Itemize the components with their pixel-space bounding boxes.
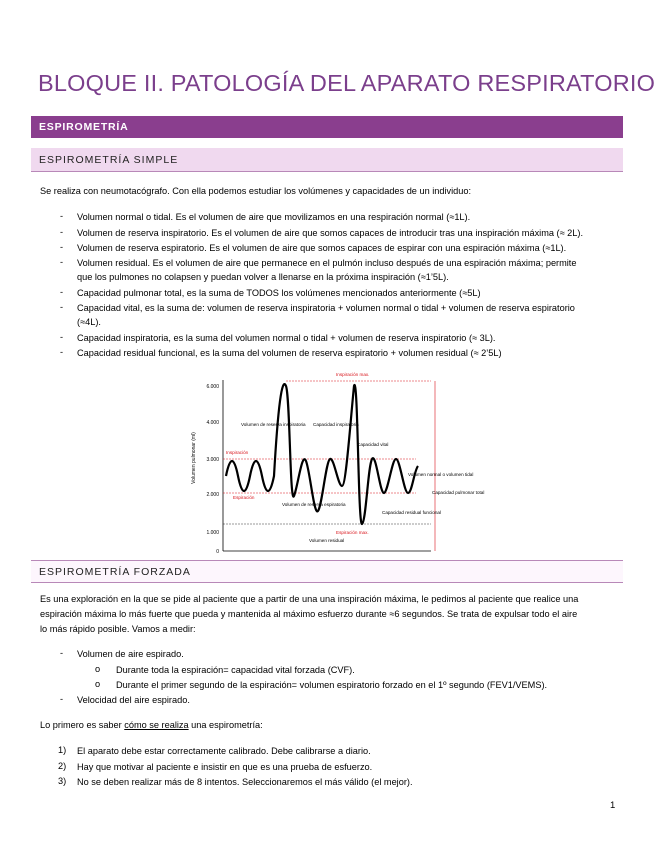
label-vt: Volumen normal o volumen tidal	[408, 472, 474, 477]
y-tick: 4.000	[206, 420, 219, 426]
label-insp: Inspiración	[226, 450, 249, 455]
list-item: Capacidad inspiratoria, es la suma del volumen normal o tidal + volumen de reserva inspiratorio (≈ 3L).	[77, 333, 496, 343]
list-item-continued: que los pulmones no colapsen y puedan volver a llenarse en la próxima inspiración (≈1’5L).	[77, 272, 449, 282]
label-cpt: Capacidad pulmonar total	[432, 490, 485, 495]
list-item: Volumen normal o tidal. Es el volumen de aire que movilizamos en una respiración normal (≈1L).	[77, 212, 471, 222]
sublist-item: Durante toda la espiración= capacidad vital forzada (CVF).	[116, 665, 355, 675]
bullet-dash: -	[60, 211, 64, 221]
step-item: Hay que motivar al paciente e insistir en que es una prueba de esfuerzo.	[77, 762, 373, 772]
lung-volumes-figure	[186, 366, 485, 556]
bullet-dash: -	[60, 347, 64, 357]
list-item: Volumen de reserva espiratorio. Es el volumen de aire que somos capaces de espirar con una espiración máxima (≈1L).	[77, 243, 567, 253]
y-tick: 0	[216, 549, 219, 555]
paragraph-line: Es una exploración en la que se pide al paciente que a partir de una una inspiración máxima, le pedimos al paciente que realice una	[40, 594, 579, 604]
subsection-header-forzada	[31, 560, 623, 583]
label-esp-max: Espiración max.	[336, 530, 369, 535]
list-item: Capacidad residual funcional, es la suma del volumen de reserva espiratorio + volumen residual (≈ 2’5L)	[77, 348, 502, 358]
list-item: Volumen de reserva inspiratorio. Es el volumen de aire que somos capaces de introducir tras una inspiración máxima (≈ 2L).	[77, 228, 584, 238]
step-number: 1)	[58, 745, 67, 755]
step-number: 2)	[58, 761, 67, 771]
label-vre: Volumen de reserva espiratoria	[282, 502, 346, 507]
bullet-dash: -	[60, 287, 64, 297]
bullet-dash: -	[60, 694, 64, 704]
list-item-continued: (≈4L).	[77, 317, 101, 327]
how-text-pre: Lo primero es saber	[40, 720, 125, 730]
list-item: Velocidad del aire espirado.	[77, 695, 190, 705]
bullet-dash: -	[60, 227, 64, 237]
label-insp-max: Inspiración max.	[336, 372, 370, 377]
step-item: El aparato debe estar correctamente calibrado. Debe calibrarse a diario.	[77, 746, 371, 756]
step-item: No se deben realizar más de 8 intentos. Seleccionaremos el más válido (el mejor).	[77, 777, 413, 787]
subsection-title: ESPIROMETRÍA SIMPLE	[39, 154, 179, 166]
label-vri: Volumen de reserva inspiratoria	[241, 422, 306, 427]
list-item: Capacidad pulmonar total, es la suma de TODOS los volúmenes mencionados anteriormente (≈5L)	[77, 288, 481, 298]
subsection-header-simple	[31, 148, 623, 172]
list-item: Volumen de aire espirado.	[77, 649, 184, 659]
y-tick: 6.000	[206, 384, 219, 390]
label-ci: Capacidad inspiratoria	[313, 422, 359, 427]
subsection-title: ESPIROMETRÍA FORZADA	[39, 566, 191, 578]
step-number: 3)	[58, 776, 67, 786]
section-header	[31, 116, 623, 138]
page-number: 1	[610, 800, 616, 811]
bullet-dash: -	[60, 257, 64, 267]
bullet-dash: -	[60, 332, 64, 342]
paragraph-line: espiración máxima lo más fuerte que pueda y mantenida al máximo esfuerzo durante ≈6 segundos. Se trata de expulsar todo el aire	[40, 609, 578, 619]
y-tick: 1.000	[206, 530, 219, 536]
bullet-dash: -	[60, 302, 64, 312]
bullet-dash: -	[60, 648, 64, 658]
label-cv: Capacidad vital	[357, 442, 389, 447]
y-tick: 2.000	[206, 492, 219, 498]
list-item: Volumen residual. Es el volumen de aire que permanece en el pulmón incluso después de una espiración máxima; permite	[77, 258, 577, 268]
y-tick: 3.000	[206, 457, 219, 463]
list-item: Capacidad vital, es la suma de: volumen de reserva inspiratoria + volumen normal o tidal + volumen de reserva espiratorio	[77, 303, 575, 313]
label-crf: Capacidad residual funcional	[382, 510, 441, 515]
sublist-item: Durante el primer segundo de la espiración= volumen espiratorio forzado en el 1º segundo (FEV1/VEMS).	[116, 680, 548, 690]
paragraph-line: lo más rápido posible. Vamos a medir:	[40, 624, 196, 634]
intro-text: Se realiza con neumotacógrafo. Con ella podemos estudiar los volúmenes y capacidades de un individuo:	[40, 186, 472, 196]
label-esp: Espiración	[233, 495, 255, 500]
label-vr: Volumen residual	[309, 538, 345, 543]
how-text-underlined: cómo se realiza	[124, 720, 189, 730]
bullet-dash: -	[60, 242, 64, 252]
bullet-circle: o	[95, 664, 101, 674]
bullet-circle: o	[95, 679, 101, 689]
section-title: ESPIROMETRÍA	[39, 121, 129, 133]
how-to-intro	[40, 719, 263, 732]
page-title: BLOQUE II. PATOLOGÍA DEL APARATO RESPIRATORIO	[38, 70, 655, 96]
y-axis-label: Volumen pulmonar (ml)	[191, 432, 197, 484]
how-text-post: una espirometría:	[188, 720, 263, 730]
